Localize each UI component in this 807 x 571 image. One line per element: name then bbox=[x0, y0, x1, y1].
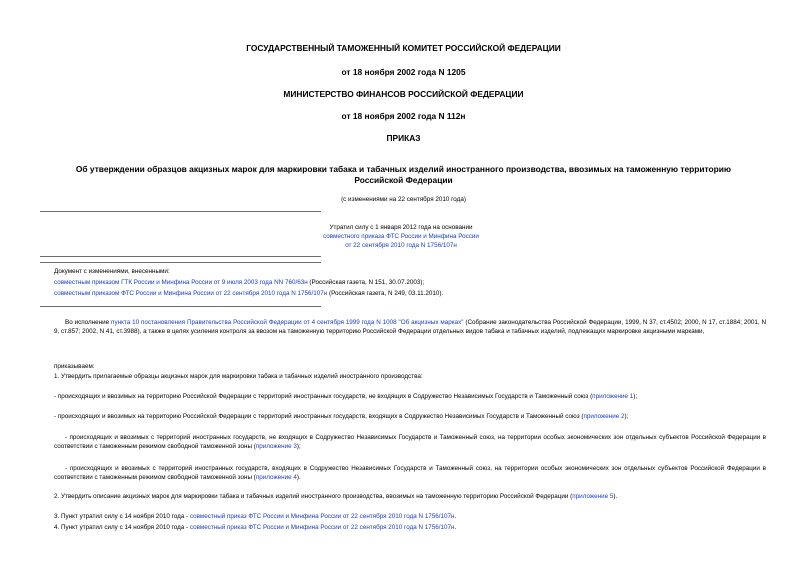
amendment-item-2: совместным приказом ФТС России и Минфина России от 22 сентября 2010 года N 1756/107н (Российская газета, N 249, 03.11.2010). bbox=[54, 290, 444, 297]
order-item-3: 3. Пункт утратил силу с 14 ноября 2010 года - совместный приказ ФТС России и Минфина России от 22 сентября 2010 года N 1756/107н. bbox=[54, 513, 457, 520]
item-3-source-link[interactable]: совместный приказ ФТС России и Минфина России от 22 сентября 2010 года N 1756/107н bbox=[189, 513, 455, 520]
divider bbox=[40, 262, 321, 263]
appendix-1-link[interactable]: приложение 1 bbox=[592, 393, 634, 400]
sub-item-4: - происходящих и ввозимых с территорий иностранных государств, входящих в Содружество Независимых Государств и Таможенный союз, на территории особых экономических зон отдельных субъектов Российской Федерации в соответствии с таможенным режимом свободной таможенной зоны (приложение 4). bbox=[54, 465, 766, 482]
divider bbox=[40, 306, 321, 307]
order-word: приказываем: bbox=[54, 363, 95, 370]
sub-item-2: - происходящих и ввозимых на территорию Российской Федерации с территорий иностранных государств, входящих в Содружество Независимых Государств и Таможенный союз (приложение 2); bbox=[54, 413, 629, 420]
appendix-5-link[interactable]: приложение 5 bbox=[572, 493, 614, 500]
expired-link-2[interactable]: от 22 сентября 2010 года N 1756/107н bbox=[345, 242, 457, 249]
amendment-item-1: совместным приказом ГТК России и Минфина России от 9 июля 2003 года NN 760/63н (Российская газета, N 151, 30.07.2003); bbox=[54, 279, 425, 286]
changes-note: (с изменениями на 22 сентября 2010 года) bbox=[341, 196, 466, 203]
amendment-link-1[interactable]: совместным приказом ГТК России и Минфина России от 9 июля 2003 года NN 760/63н bbox=[54, 279, 308, 286]
appendix-3-link[interactable]: приложение 3 bbox=[255, 443, 297, 451]
header-date-1: от 18 ноября 2002 года N 1205 bbox=[341, 67, 466, 77]
item-4-source-link[interactable]: совместный приказ ФТС России и Минфина России от 22 сентября 2010 года N 1756/107н bbox=[189, 524, 455, 531]
doc-title-line-2: Российской Федерации bbox=[354, 175, 453, 185]
divider bbox=[40, 256, 321, 257]
expired-note: Утратил силу с 1 января 2012 года на основании bbox=[329, 224, 473, 231]
expired-link-1[interactable]: совместного приказа ФТС России и Минфина России bbox=[323, 233, 479, 240]
amendments-intro: Документ с изменениями, внесенными: bbox=[54, 268, 170, 275]
sub-item-3: - происходящих и ввозимых с территорий иностранных государств, не входящих в Содружество Независимых Государств и Таможенный союз, на территории особых экономических зон отдельных субъектов Российской Федерации в соответствии с таможенным режимом свободной таможенной зоны (приложение 3); bbox=[54, 434, 766, 451]
appendix-4-link[interactable]: приложение 4 bbox=[255, 474, 297, 482]
divider bbox=[40, 211, 321, 212]
preamble-link[interactable]: пункта 10 постановления Правительства Российской Федерации от 4 сентября 1999 года N 1008 "Об акцизных марках" bbox=[111, 319, 464, 326]
header-date-2: от 18 ноября 2002 года N 112н bbox=[341, 111, 466, 121]
order-item-4: 4. Пункт утратил силу с 14 ноября 2010 года - совместный приказ ФТС России и Минфина России от 22 сентября 2010 года N 1756/107н. bbox=[54, 524, 457, 531]
order-item-2: 2. Утвердить описание акцизных марок для маркировки табака и табачных изделий иностранного производства, ввозимых на таможенную территорию Российской Федерации (приложение 5). bbox=[54, 493, 618, 500]
doc-type: ПРИКАЗ bbox=[386, 133, 421, 143]
preamble-paragraph: Во исполнение пункта 10 постановления Правительства Российской Федерации от 4 сентября 1999 года N 1008 "Об акцизных марках" (Собрание законодательства Российской Федерации, 1999, N 37, ст.4502; 2000, N 17, ст.1884; 2001, N 9, ст.857; 2002, N 41, ст.3988), а также в целях усиления контроля за ввозом на таможенную территорию Российской Федерации отдельных видов табака и табачных изделий, подлежащих маркировке акцизными марками, bbox=[54, 319, 766, 336]
order-item-1: 1. Утвердить прилагаемые образцы акцизных марок для маркировки табака и табачных изделий иностранного производства: bbox=[54, 373, 423, 380]
header-agency-1: ГОСУДАРСТВЕННЫЙ ТАМОЖЕННЫЙ КОМИТЕТ РОССИЙСКОЙ ФЕДЕРАЦИИ bbox=[246, 43, 561, 53]
appendix-2-link[interactable]: приложение 2 bbox=[583, 413, 625, 420]
amendment-link-2[interactable]: совместным приказом ФТС России и Минфина России от 22 сентября 2010 года N 1756/107н bbox=[54, 290, 328, 297]
doc-title-line-1: Об утверждении образцов акцизных марок для маркировки табака и табачных изделий иностранного производства, ввозимых на таможенную территорию bbox=[75, 164, 732, 174]
header-agency-2: МИНИСТЕРСТВО ФИНАНСОВ РОССИЙСКОЙ ФЕДЕРАЦИИ bbox=[283, 89, 524, 99]
sub-item-1: - происходящих и ввозимых на территорию Российской Федерации с территорий иностранных государств, не входящих в Содружество Независимых Государств и Таможенный союз (приложение 1); bbox=[54, 393, 638, 400]
